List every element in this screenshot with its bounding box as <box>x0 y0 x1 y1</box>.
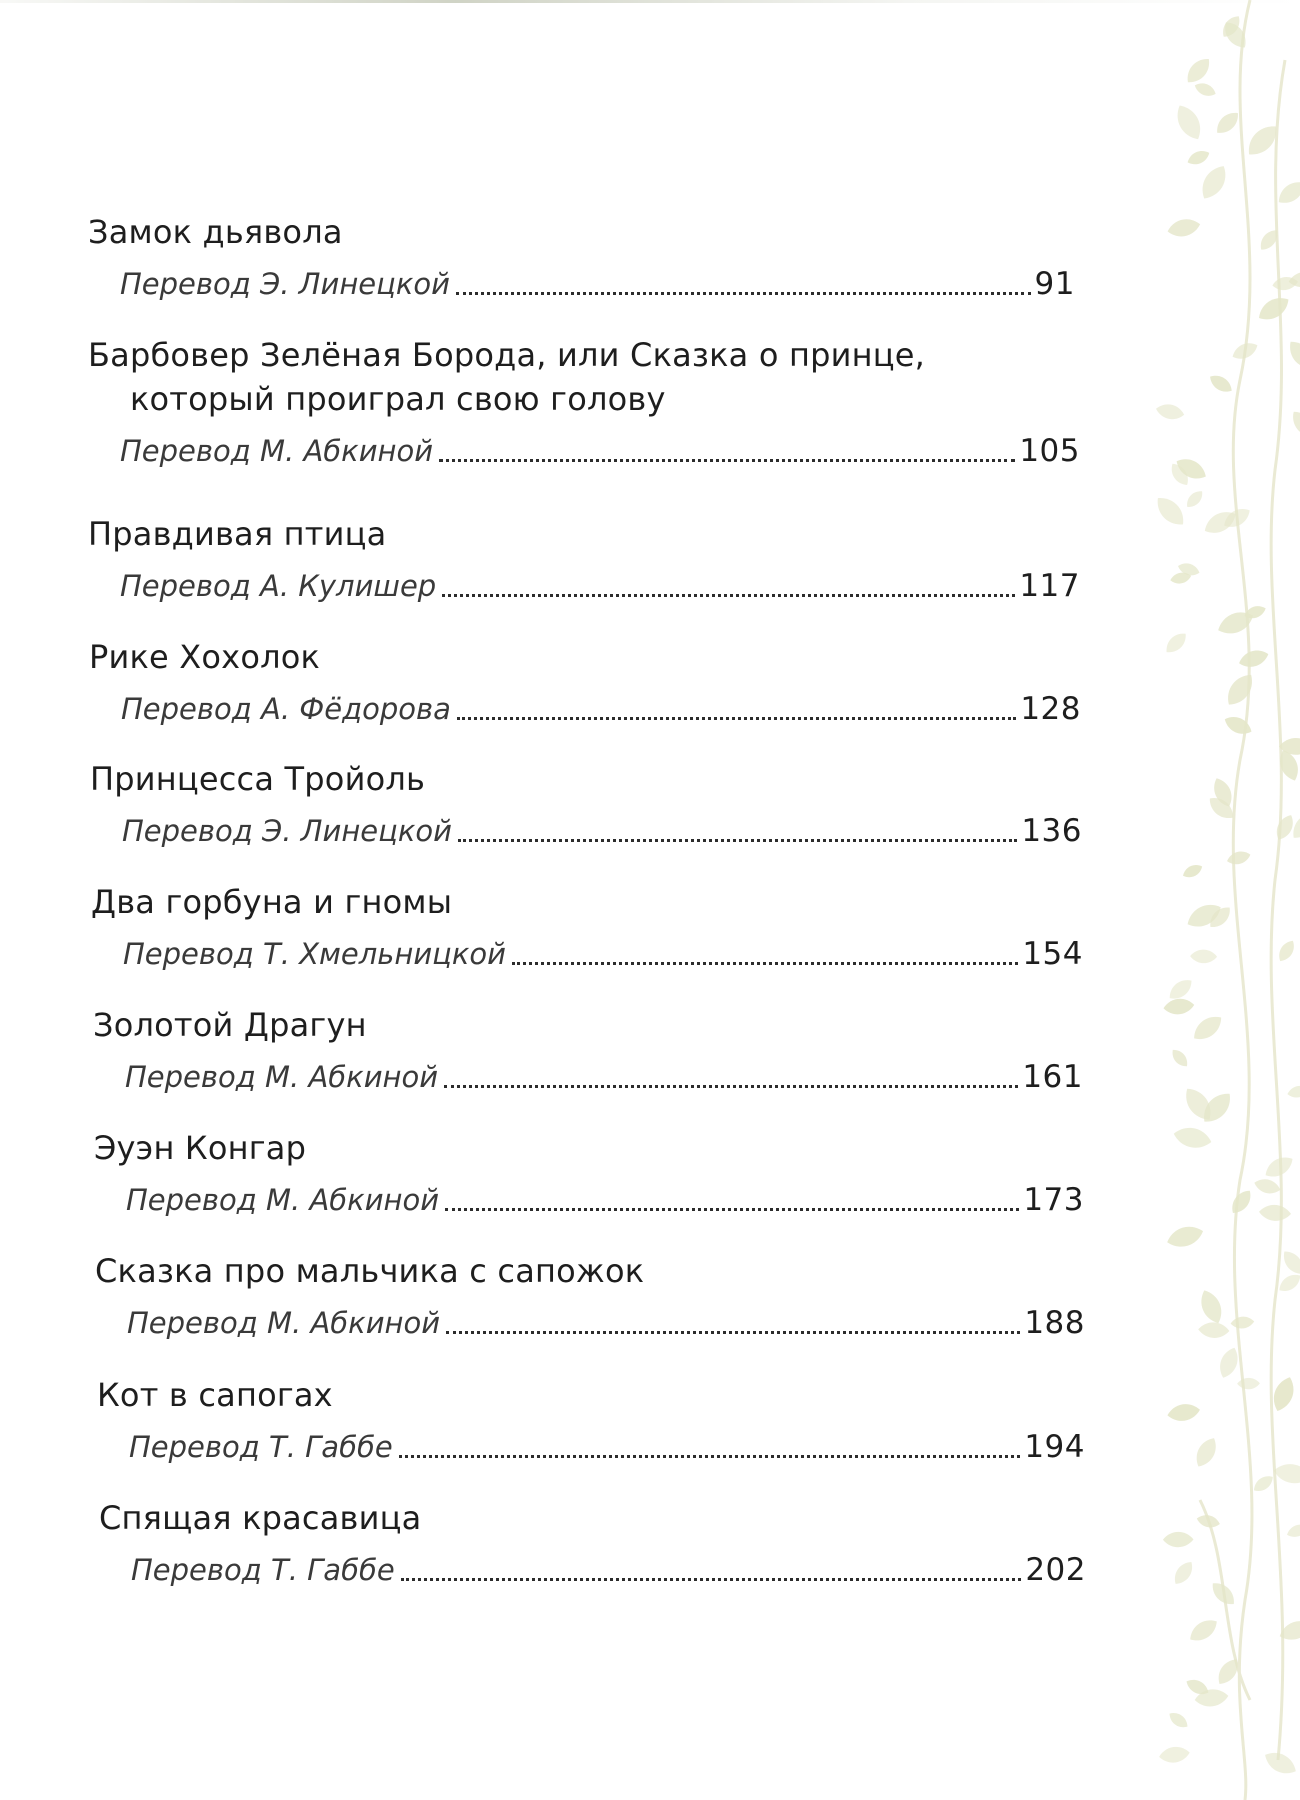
entry-title <box>88 333 1088 421</box>
entry-translator: Перевод М. Абкиной <box>127 1306 441 1340</box>
entry-title <box>91 880 1091 924</box>
entry-translator: Перевод М. Абкиной <box>126 1183 440 1217</box>
entry-translator: Перевод Э. Линецкой <box>120 267 450 301</box>
dot-leader <box>457 717 1016 720</box>
dot-leader <box>442 594 1015 597</box>
entry-page-number: 91 <box>1034 266 1075 302</box>
entry-page-number: 105 <box>1019 433 1080 469</box>
entry-line <box>88 264 1075 304</box>
entry-title <box>93 1003 1093 1047</box>
entry-title-text: Два горбуна и гномы <box>91 883 453 921</box>
entry-title-text: Золотой Драгун <box>93 1006 367 1044</box>
entry-page-number: 154 <box>1022 936 1083 972</box>
entry-title-text: Рике Хохолок <box>89 638 321 676</box>
entry-title-text: Сказка про мальчика с сапожок <box>95 1252 645 1290</box>
dot-leader <box>439 459 1015 462</box>
entry-line <box>99 1550 1086 1590</box>
entry-title <box>89 635 1089 679</box>
entry-translator: Перевод Э. Линецкой <box>122 814 452 848</box>
entry-line <box>89 689 1081 729</box>
toc-entry <box>88 210 1088 304</box>
entry-page-number: 188 <box>1024 1305 1085 1341</box>
toc-entry <box>93 1003 1093 1097</box>
toc-entry <box>88 512 1088 606</box>
entry-title <box>88 512 1088 556</box>
toc-entry <box>94 1126 1094 1220</box>
entry-title-text: Замок дьявола <box>88 213 343 251</box>
dot-leader <box>399 1455 1021 1458</box>
dot-leader <box>445 1208 1019 1211</box>
entry-page-number: 128 <box>1020 691 1081 727</box>
entry-title-text: Принцесса Тройоль <box>90 760 426 798</box>
entry-page-number: 117 <box>1019 568 1080 604</box>
entry-line <box>90 811 1082 851</box>
entry-title <box>95 1249 1095 1293</box>
entry-line <box>97 1427 1085 1467</box>
entry-page-number: 161 <box>1022 1059 1083 1095</box>
entry-title-text: Барбовер Зелёная Борода, или Сказка о принце, <box>88 336 925 374</box>
toc-entry <box>97 1373 1097 1467</box>
entry-page-number: 202 <box>1025 1552 1086 1588</box>
entry-line <box>88 431 1080 471</box>
entry-title-text-second-line: который проиграл свою голову <box>130 380 666 418</box>
entry-translator: Перевод Т. Хмельницкой <box>123 937 507 971</box>
entry-title <box>97 1373 1097 1417</box>
entry-translator: Перевод А. Фёдорова <box>121 692 451 726</box>
entry-translator: Перевод Т. Габбе <box>131 1553 395 1587</box>
toc-entry <box>91 880 1091 974</box>
entry-page-number: 173 <box>1023 1182 1084 1218</box>
dot-leader <box>444 1085 1018 1088</box>
entry-title-text: Правдивая птица <box>88 515 387 553</box>
toc-entry <box>90 757 1090 851</box>
toc-entry <box>99 1496 1099 1590</box>
entry-title <box>90 757 1090 801</box>
dot-leader <box>456 292 1031 295</box>
entry-title <box>94 1126 1094 1170</box>
entry-translator: Перевод А. Кулишер <box>120 569 437 603</box>
toc-entry <box>88 333 1088 471</box>
entry-line <box>93 1057 1083 1097</box>
entry-title-text: Спящая красавица <box>99 1499 422 1537</box>
entry-line <box>95 1303 1085 1343</box>
entry-translator: Перевод Т. Габбе <box>129 1430 393 1464</box>
dot-leader <box>512 962 1018 965</box>
entry-translator: Перевод М. Абкиной <box>125 1060 439 1094</box>
toc-entry <box>95 1249 1095 1343</box>
entry-translator: Перевод М. Абкиной <box>120 434 434 468</box>
entry-page-number: 136 <box>1021 813 1082 849</box>
dot-leader <box>446 1331 1020 1334</box>
entry-title <box>88 210 1088 254</box>
entry-title <box>99 1496 1099 1540</box>
entry-line <box>91 934 1083 974</box>
entry-line <box>88 566 1080 606</box>
entry-title-text: Кот в сапогах <box>97 1376 333 1414</box>
toc-entry <box>89 635 1089 729</box>
dot-leader <box>401 1578 1022 1581</box>
entry-line <box>94 1180 1084 1220</box>
entry-page-number: 194 <box>1024 1429 1085 1465</box>
dot-leader <box>458 839 1017 842</box>
entry-title-text: Эуэн Конгар <box>94 1129 307 1167</box>
